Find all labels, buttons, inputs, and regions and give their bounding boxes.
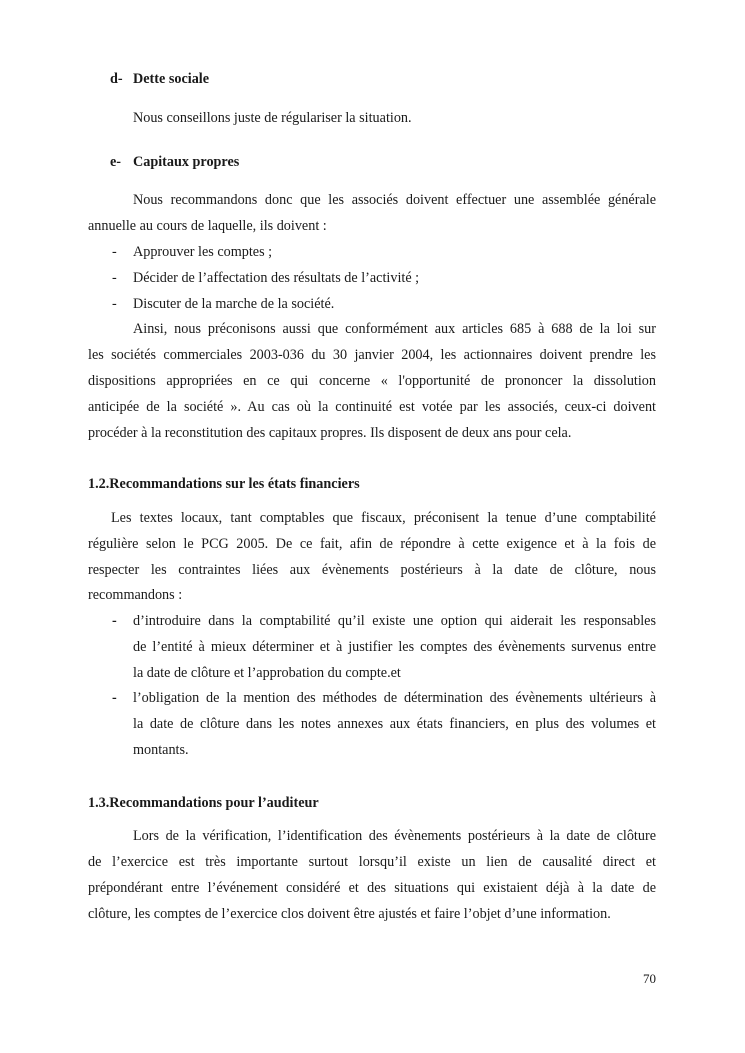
section-1-2-bullet-line: la date de clôture et l’approbation du compte.et xyxy=(133,665,401,681)
section-e-paragraph-line: dispositions appropriées en ce qui concerne « l'opportunité de prononcer la dissolution xyxy=(88,373,656,389)
section-e-bullet: Discuter de la marche de la société. xyxy=(133,296,335,312)
section-1-3-paragraph-line: prépondérant entre l’événement considéré et des situations qui existaient déjà à la date de xyxy=(88,880,656,896)
section-d-letter: d- xyxy=(110,71,123,87)
bullet-dash: - xyxy=(112,296,117,312)
section-1-2-title: 1.2.Recommandations sur les états financiers xyxy=(88,476,360,492)
section-e-bullet: Approuver les comptes ; xyxy=(133,244,273,260)
section-1-3-paragraph-line: Lors de la vérification, l’identification des évènements postérieurs à la date de clôture xyxy=(133,828,656,844)
bullet-dash: - xyxy=(112,270,117,286)
bullet-dash: - xyxy=(112,613,117,629)
section-1-2-paragraph-line: Les textes locaux, tant comptables que fiscaux, préconisent la tenue d’une comptabilité xyxy=(111,510,656,526)
section-e-letter: e- xyxy=(110,154,122,170)
section-1-2-bullet-line: d’introduire dans la comptabilité qu’il existe une option qui aiderait les responsables xyxy=(133,613,656,629)
bullet-dash: - xyxy=(112,690,117,706)
bullet-dash: - xyxy=(112,244,117,260)
section-1-2-paragraph-line: recommandons : xyxy=(88,587,183,603)
section-1-2-bullet-line: l’obligation de la mention des méthodes de détermination des évènements ultérieurs à xyxy=(133,690,656,706)
page-number: 70 xyxy=(643,971,656,986)
section-e-intro-line: annuelle au cours de laquelle, ils doivent : xyxy=(88,218,327,234)
section-1-2-bullet-line: montants. xyxy=(133,742,189,758)
section-1-2-bullet-line: la date de clôture dans les notes annexes aux états financiers, en plus des volumes et xyxy=(133,716,656,732)
section-1-3-paragraph-line: clôture, les comptes de l’exercice clos doivent être ajustés et faire l’objet d’une information. xyxy=(88,906,611,922)
section-e-intro-line: Nous recommandons donc que les associés doivent effectuer une assemblée générale xyxy=(133,192,656,208)
section-d-text: Nous conseillons juste de régulariser la situation. xyxy=(133,110,412,126)
section-1-3-title: 1.3.Recommandations pour l’auditeur xyxy=(88,795,319,811)
section-d-title: Dette sociale xyxy=(133,71,210,87)
section-e-paragraph-line: les sociétés commerciales 2003-036 du 30 janvier 2004, les actionnaires doivent prendre les xyxy=(88,347,656,363)
section-1-2-bullet-line: de l’entité à mieux déterminer et à justifier les comptes des évènements survenus entre xyxy=(133,639,656,655)
section-1-2-paragraph-line: respecter les contraintes liées aux évènements postérieurs à la date de clôture, nous xyxy=(88,562,656,578)
section-e-paragraph-line: anticipée de la société ». Au cas où la continuité est votée par les associés, ceux-ci doivent xyxy=(88,399,656,415)
section-1-2-paragraph-line: régulière selon le PCG 2005. De ce fait, afin de répondre à cette exigence et à la fois de xyxy=(88,536,656,552)
section-e-paragraph-line: procéder à la reconstitution des capitaux propres. Ils disposent de deux ans pour cela. xyxy=(88,425,572,441)
section-1-3-paragraph-line: de l’exercice est très importante surtout lorsqu’il existe un lien de causalité direct et xyxy=(88,854,656,870)
section-e-title: Capitaux propres xyxy=(133,154,240,170)
section-e-paragraph-line: Ainsi, nous préconisons aussi que conformément aux articles 685 à 688 de la loi sur xyxy=(133,321,656,337)
section-e-bullet: Décider de l’affectation des résultats de l’activité ; xyxy=(133,270,420,286)
